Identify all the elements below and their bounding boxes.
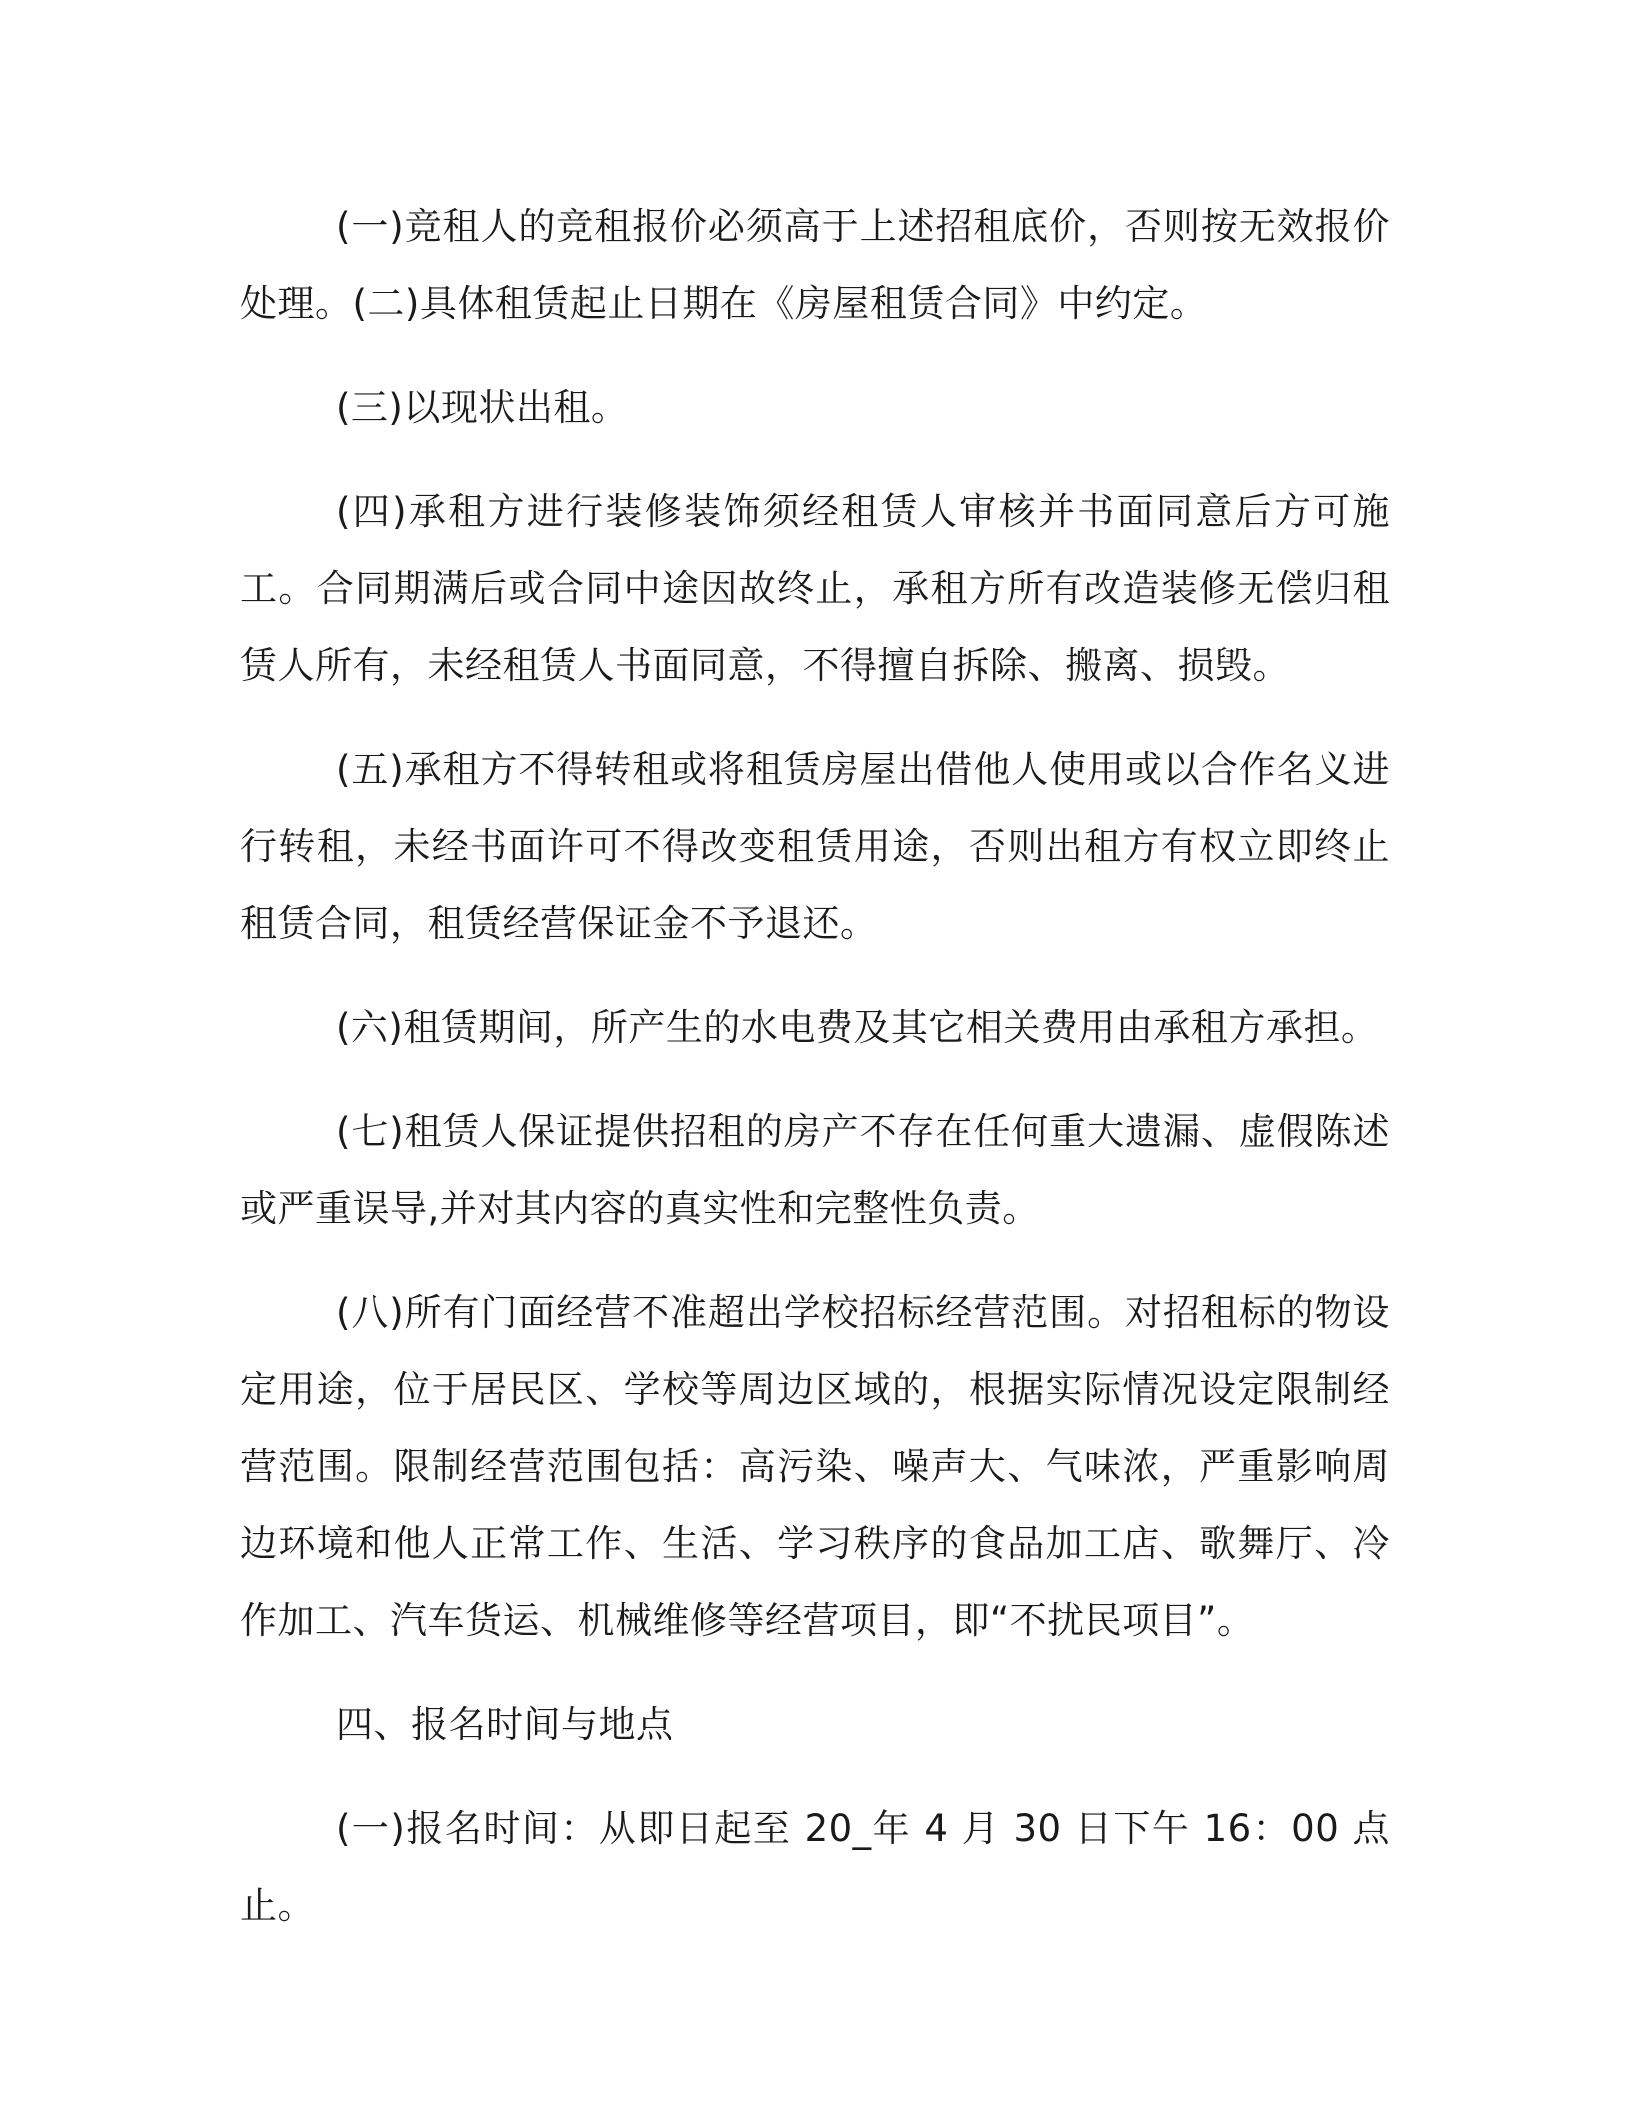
paragraph-subletting: (五)承租方不得转租或将租赁房屋出借他人使用或以合作名义进行转租，未经书面许可不得改变租赁用途，否则出租方有权立即终止租赁合同，租赁经营保证金不予退还。 xyxy=(240,748,1390,945)
paragraph-utility-fees: (六)租赁期间，所产生的水电费及其它相关费用由承租方承担。 xyxy=(336,1006,1379,1049)
document-body xyxy=(240,188,1390,1944)
paragraph-business-scope: (八)所有门面经营不准超出学校招标经营范围。对招租标的物设定用途，位于居民区、学校等周边区域的，根据实际情况设定限制经营范围。限制经营范围包括：高污染、噪声大、气味浓，严重影响周边环境和他人正常工作、生活、学习秩序的食品加工店、歌舞厅、冷作加工、汽车货运、机械维修等经营项目，即“不扰民项目”。 xyxy=(240,1291,1390,1642)
section-heading: 四、报名时间与地点 xyxy=(336,1703,674,1746)
paragraph-bidding-price: (一)竞租人的竞租报价必须高于上述招租底价，否则按无效报价处理。(二)具体租赁起止日期在《房屋租赁合同》中约定。 xyxy=(240,205,1390,325)
paragraph-renovation: (四)承租方进行装修装饰须经租赁人审核并书面同意后方可施工。合同期满后或合同中途因故终止，承租方所有改造装修无偿归租赁人所有，未经租赁人书面同意，不得擅自拆除、搬离、损毁。 xyxy=(240,490,1390,687)
paragraph-as-is-lease: (三)以现状出租。 xyxy=(336,386,629,429)
paragraph-lessor-guarantee: (七)租赁人保证提供招租的房产不存在任何重大遗漏、虚假陈述或严重误导,并对其内容的真实性和完整性负责。 xyxy=(240,1110,1390,1230)
paragraph-registration-time: (一)报名时间：从即日起至 20_年 4 月 30 日下午 16：00 点止。 xyxy=(240,1807,1390,1927)
